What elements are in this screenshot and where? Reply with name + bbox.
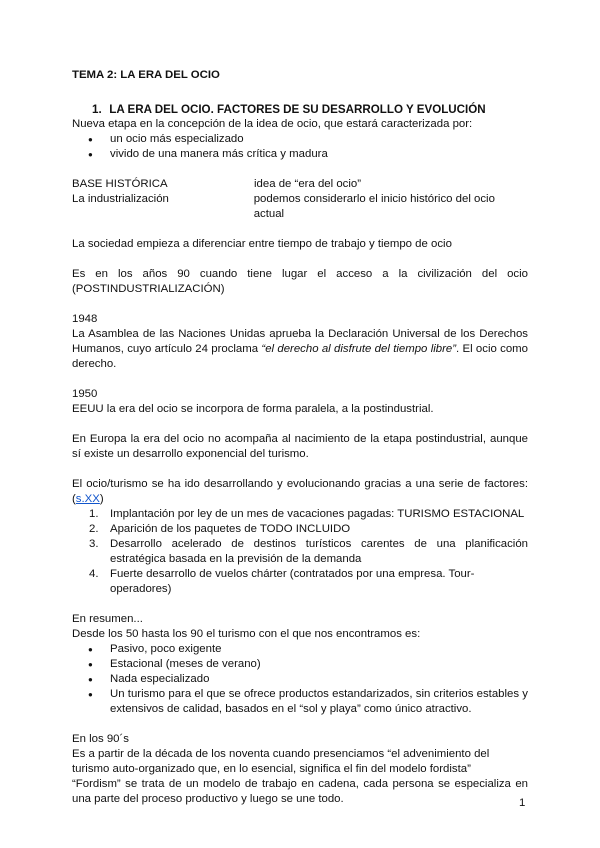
year-1948: 1948 xyxy=(72,313,98,325)
list-item: 3. Desarrollo acelerado de destinos turísticos carentes de una planificación estratégica basada en la previsión de la demanda xyxy=(89,538,528,565)
link-sxx[interactable]: s.XX xyxy=(75,493,100,505)
paragraph-factores: El ocio/turismo se ha ido desarrollando y evolucionando gracias a una serie de factores: (s.XX) xyxy=(72,478,528,505)
intro-text: Nueva etapa en la concepción de la idea de ocio, que estará caracterizada por: xyxy=(72,118,473,130)
list-item: ● Estacional (meses de verano) xyxy=(72,657,528,672)
resumen-intro: Desde los 50 hasta los 90 el turismo con el que nos encontramos es: xyxy=(72,628,421,640)
intro-bullet-list xyxy=(72,132,528,162)
list-item: ● vivido de una manera más crítica y madura xyxy=(72,147,528,162)
paragraph-1948: La Asamblea de las Naciones Unidas aprueba la Declaración Universal de los Derechos Humanos, cuyo artículo 24 proclama “el derecho al disfrute del tiempo libre”. El ocio como derecho. xyxy=(72,328,528,370)
document-page xyxy=(72,68,528,807)
paragraph-1950: EEUU la era del ocio se incorpora de forma paralela, a la postindustrial. xyxy=(72,403,434,415)
quote-derecho: “el derecho al disfrute del tiempo libre” xyxy=(261,343,457,355)
list-item: 2. Aparición de los paquetes de TODO INCLUIDO xyxy=(89,523,351,535)
section-label: LA ERA DEL OCIO. FACTORES DE SU DESARROLLO Y EVOLUCIÓN xyxy=(109,103,486,116)
year-1950: 1950 xyxy=(72,388,98,400)
table-cell-right: idea de “era del ocio” xyxy=(254,178,362,190)
paragraph-90s: Es a partir de la década de los noventa cuando presenciamos “el advenimiento del turismo auto-organizado que, en lo esencial, significa el fin del modelo fordista” xyxy=(72,748,490,775)
resumen-heading: En resumen... xyxy=(72,613,143,625)
list-item: 4. Fuerte desarrollo de vuelos chárter (contratados por una empresa. Tour-operadores) xyxy=(89,568,475,595)
paragraph-europa: En Europa la era del ocio no acompaña al nacimiento de la etapa postindustrial, aunque sí existe un desarrollo exponencial del turismo. xyxy=(72,433,528,460)
paragraph-anos-90: Es en los años 90 cuando tiene lugar el acceso a la civilización del ocio (POSTINDUSTRIALIZACIÓN) xyxy=(72,268,528,295)
en-los-90-heading: En los 90´s xyxy=(72,733,129,745)
doc-title: TEMA 2: LA ERA DEL OCIO xyxy=(72,69,220,81)
section-number: 1. xyxy=(92,103,102,116)
list-item: ● Nada especializado xyxy=(72,672,528,687)
list-item: ● un ocio más especializado xyxy=(72,132,528,147)
page-number: 1 xyxy=(519,797,526,809)
resumen-bullet-list xyxy=(72,642,528,717)
table-row xyxy=(72,177,528,192)
paragraph-fordism: “Fordism” se trata de un modelo de trabajo en cadena, cada persona se especializa en una parte del proceso productivo y luego se une todo. xyxy=(72,778,528,805)
table-row xyxy=(72,192,528,222)
table-cell-left: La industrialización xyxy=(72,193,169,205)
factores-list xyxy=(72,507,528,597)
list-item: ● Pasivo, poco exigente xyxy=(72,642,528,657)
paragraph-sociedad: La sociedad empieza a diferenciar entre tiempo de trabajo y tiempo de ocio xyxy=(72,238,452,250)
list-item: ● Un turismo para el que se ofrece productos estandarizados, sin criterios estables y extensivos de calidad, basados en el “sol y playa” como único atractivo. xyxy=(72,687,528,717)
table-cell-left: BASE HISTÓRICA xyxy=(72,178,168,190)
table-cell-right: podemos considerarlo el inicio histórico del ocio actual xyxy=(253,193,495,220)
list-item: 1. Implantación por ley de un mes de vacaciones pagadas: TURISMO ESTACIONAL xyxy=(89,508,525,520)
section-heading xyxy=(72,102,528,117)
